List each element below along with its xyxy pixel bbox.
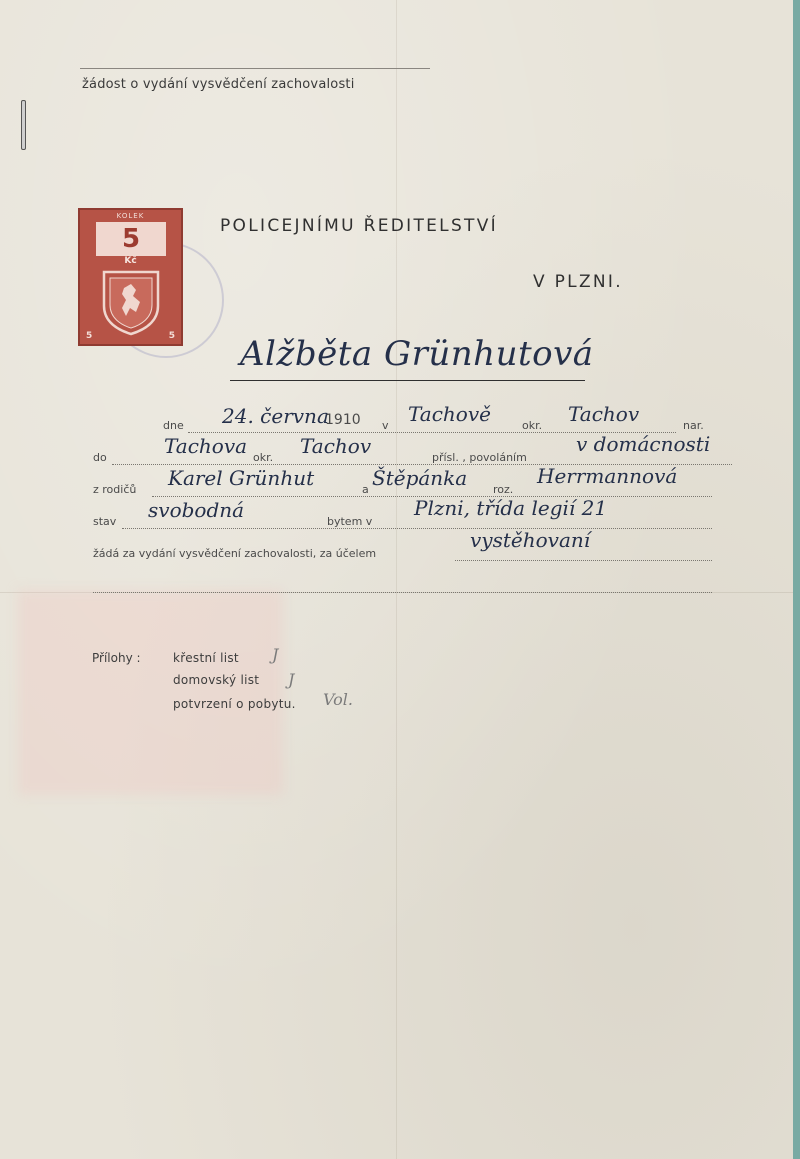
born-suffix: nar. [683,419,704,432]
attachment-item: domovský list [173,673,260,687]
born-date: 24. června [222,404,329,428]
belongs-label: přísl. , povoláním [432,451,527,464]
parents-label: z rodičů [93,483,137,496]
scanner-edge [793,0,800,1159]
father: Karel Grünhut [168,466,315,490]
attachments-label: Přílohy : [92,651,141,665]
name-underline [230,380,585,381]
status-label: stav [93,515,117,528]
lion-shield-icon [100,268,162,336]
dotted-line [93,592,712,593]
maiden-name: Herrmannová [537,464,678,488]
stamp-unit: Kč [124,256,137,266]
attachment-item: křestní list [173,651,239,665]
dotted-line [122,528,712,529]
born-place: Tachově [408,402,491,426]
purpose: vystěhovaní [470,528,591,552]
address-label: bytem v [327,515,373,528]
attachment-mark: Vol. [323,690,353,709]
residence-district: Tachov [300,434,372,458]
paper-stain [18,590,283,795]
authority-city: V PLZNI. [533,272,623,292]
and-label: a [362,483,369,496]
district-label: okr. [522,419,543,432]
staple-icon [21,100,26,150]
request-label: žádá za vydání vysvědčení zachovalosti, za účelem [93,547,377,560]
fold-line [396,0,397,1159]
born-year: 1910 [325,412,361,428]
document-header: žádost o vydání vysvědčení zachovalosti [82,77,355,92]
born-in-label: v [382,419,389,432]
address: Plzni, třída legií 21 [414,496,608,520]
attachment-mark: J [288,670,295,689]
revenue-stamp [78,208,183,346]
residence-district-label: okr. [253,451,274,464]
born-district: Tachov [568,402,640,426]
dotted-line [455,560,712,561]
to-label: do [93,451,107,464]
authority-title: POLICEJNÍMU ŘEDITELSTVÍ [220,216,498,236]
residence: Tachova [164,434,248,458]
stamp-corner-value: 5 [86,331,93,341]
applicant-name: Alžběta Grünhutová [240,334,594,374]
header-rule [80,68,430,69]
born-label: dne [163,419,184,432]
stamp-top-text: KOLEK [116,212,145,220]
occupation: v domácnosti [576,432,711,456]
marital-status: svobodná [148,498,245,522]
stamp-corner-value: 5 [168,331,175,341]
mother: Štěpánka [372,466,468,490]
attachment-mark: J [272,645,279,664]
attachment-item: potvrzení o pobytu. [173,697,296,711]
maiden-label: roz. [493,483,514,496]
stamp-value: 5 [121,224,141,254]
